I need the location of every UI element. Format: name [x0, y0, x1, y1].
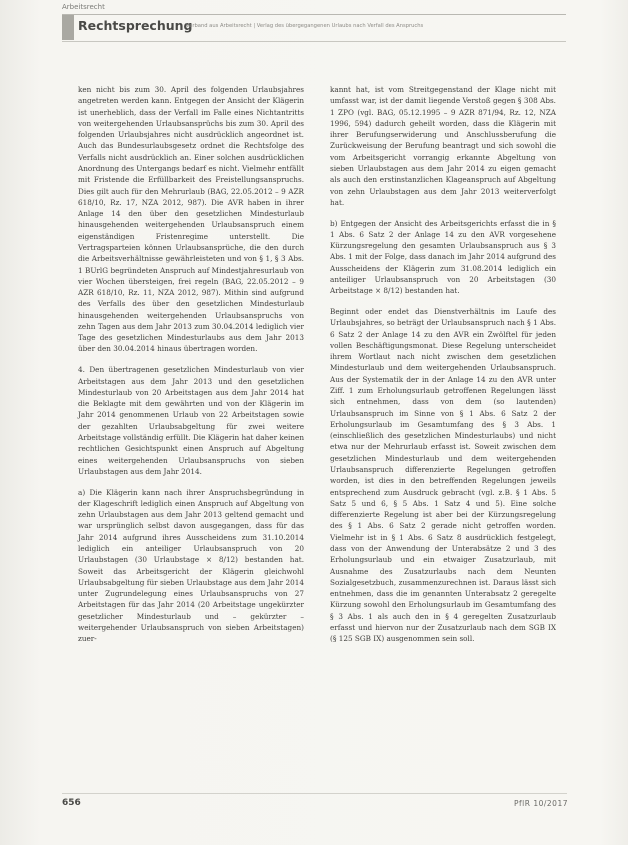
text-column-left	[78, 84, 304, 654]
text-column-right	[330, 84, 556, 654]
paragraph: kannt hat, ist vom Streitgegenstand der Klage nicht mit umfasst war, ist der damit liegende Verstoß gegen § 308 Abs. 1 ZPO (vgl. BAG, 05.12.1995 – 9 AZR 871/94, Rz. 12, NZA 1996, 594) dadurch geheilt worden, dass die Klägerin mit ihrer Berufungserwiderung und Anschlussberufung die Zurückweisung der Berufung beantragt und sich sowohl die vom Arbeitsgericht vorrangig erkannte Abgeltung von sieben Urlaubstagen aus dem Jahr 2014 zu eigen gemacht als auch den erstinstanzlichen Klageanspruch auf Abgeltung von zehn Urlaubstagen aus dem Jahr 2013 weiterverfolgt hat.	[330, 85, 556, 207]
paragraph: ken nicht bis zum 30. April des folgenden Urlaubsjahres angetreten werden kann. Entgegen der Ansicht der Klägerin ist unerheblich, dass der Verfall im Falle eines Nichtantritts von weitergehenden Urlaubsansprüchs bis zum 30. April des folgenden Urlaubsjahres nicht ausdrücklich angeordnet ist. Auch das Bundesurlaubsgesetz ordnet die Rechtsfolge des Verfalls nicht ausdrücklich an. Einer solchen ausdrücklichen Anordnung des Untergangs bedarf es nicht. Vielmehr entfällt mit Fristende die Erfüllbarkeit des Freistellungsanspruchs. Dies gilt auch für den Mehrurlaub (BAG, 22.05.2012 – 9 AZR 618/10, Rz. 17, NZA 2012, 987). Die AVR haben in ihrer Anlage 14 den über den gesetzlichen Mindesturlaub hinausgehenden weitergehenden Urlaubsanspruch einem eigenständigen Fristenregime unterstellt. Die Vertragsparteien können Urlaubsansprüche, die den durch die Arbeitsverhältnisse gewährleisteten und von § 1, § 3 Abs. 1 BUrlG begründeten Anspruch auf Mindestjahresurlaub von vier Wochen übersteigen, frei regeln (BAG, 22.05.2012 – 9 AZR 618/10, Rz. 11, NZA 2012, 987). Mithin sind aufgrund des Verfalls des über den gesetzlichen Mindesturlaub hinausgehenden weitergehenden Urlaubsanspruchs von zehn Tagen aus dem Jahr 2013 zum 30.04.2014 lediglich vier Tage des gesetzlichen Mindesturlaubs aus dem Jahr 2013 über den 30.04.2014 hinaus übertragen worden.	[78, 85, 305, 354]
paragraph: 4. Den übertragenen gesetzlichen Mindesturlaub von vier Arbeitstagen aus dem Jahr 2013 und den gesetzlichen Mindesturlaub von 20 Arbeitstagen aus dem Jahr 2014 hat die Beklagte mit dem gewährten und von der Klägerin im Jahr 2014 genommenen Urlaub von 22 Arbeitstagen sowie der gezahlten Urlaubsabgeltung für zwei weitere Arbeitstage vollständig erfüllt. Die Klägerin hat daher keinen rechtlichen Gesichtspunkt einen Anspruch auf Abgeltung eines weitergehenden Urlaubsanspruchs von sieben Urlaubstagen aus dem Jahr 2014.	[78, 365, 304, 476]
paragraph: b) Entgegen der Ansicht des Arbeitsgerichts erfasst die in § 1 Abs. 6 Satz 2 der Anlage 14 zu den AVR vorgesehene Kürzungsregelung den gesamten Urlaubsanspruch aus § 3 Abs. 1 mit der Folge, dass danach im Jahr 2014 aufgrund des Ausscheidens der Klägerin zum 31.08.2014 lediglich ein anteiliger Urlaubsanspruch von 20 Arbeitstagen (30 Arbeitstage × 8/12) bestanden hat.	[330, 218, 556, 296]
footer-rule	[62, 793, 567, 794]
header-title: Rechtsprechung	[78, 18, 193, 33]
page-number: 656	[62, 798, 81, 808]
paragraph: Beginnt oder endet das Dienstverhältnis im Laufe des Urlaubsjahres, so beträgt der Urlaubsanspruch nach § 1 Abs. 6 Satz 2 der Anlage 14 zu den AVR ein Zwölftel für jeden vollen Beschäftigungsmonat. Diese Regelung unterscheidet ihrem Wortlaut nach nicht zwischen dem gesetzlichen Mindesturlaub und dem weitergehenden Urlaubsanspruch. Aus der Systematik der in der Anlage 14 zu den AVR unter Ziff. 1 zum Erholungsurlaub getroffenen Regelungen lässt sich entnehmen, dass von dem (so lautenden) Urlaubsanspruch im Sinne von § 1 Abs. 6 Satz 2 der Erholungsurlaub im Gesamtumfang des § 3 Abs. 1 (einschließlich des gesetzlichen Mindesturlaubs) und nicht etwa nur der Mehrurlaub erfasst ist. Soweit zwischen dem gesetzlichen Mindesturlaub und dem weitergehenden Urlaubsanspruch differenzierte Regelungen getroffen worden, ist dies in den betreffenden Regelungen jeweils entsprechend zum Ausdruck gebracht (vgl. z.B. § 1 Abs. 5 Satz 5 und 6, § 5 Abs. 1 Satz 4 und 5). Eine solche differenzierte Regelung ist aber bei der Kürzungsregelung des § 1 Abs. 6 Satz 2 gerade nicht getroffen worden. Vielmehr ist in § 1 Abs. 6 Satz 8 ausdrücklich festgelegt, dass von der Anwendung der Unterabsätze 2 und 3 des Erholungsurlaub und ein etwaiger Zusatzurlaub, mit Ausnahme des Zusatzurlaubs nach dem Neunten Sozialgesetzbuch, zusammenzurechnen ist. Daraus lässt sich entnehmen, dass die im genannten Unterabsatz 2 geregelte Kürzung sowohl den Erholungsurlaub im Gesamtumfang des § 3 Abs. 1 als auch den in § 4 geregelten Zusatzurlaub erfasst und hiervon nur der Zusatzurlaub nach dem SGB IX (§ 125 SGB IX) ausgenommen sein soll.	[330, 307, 556, 644]
header-accent-block	[62, 15, 74, 40]
journal-citation: PflR 10/2017	[514, 799, 568, 808]
paragraph: a) Die Klägerin kann nach ihrer Anspruchsbegründung in der Klageschrift lediglich einen Anspruch auf Abgeltung von zehn Urlaubstagen aus dem Jahr 2013 geltend gemacht und war ursprünglich selbst davon ausgegangen, dass für das Jahr 2014 aufgrund ihres Ausscheidens zum 31.10.2014 lediglich ein anteiliger Urlaubsanspruch von 20 Urlaubstagen (30 Urlaubstage × 8/12) bestanden hat. Soweit das Arbeitsgericht der Klägerin gleichwohl Urlaubsabgeltung für sieben Urlaubstage aus dem Jahr 2014 unter Zugrundelegung eines Urlaubsanspruchs von 27 Arbeitstagen für das Jahr 2014 (20 Arbeitstage ungekürzter gesetzlicher Mindesturlaub und – gekürzter – weitergehender Urlaubsanspruch von sieben Arbeitstagen) zuer-	[78, 487, 304, 644]
header-subtitle: Verband aus Arbeitsrecht | Verlag des übergegangenen Urlaubs nach Verfall des Anspruchs	[186, 23, 424, 29]
section-label: Arbeitsrecht	[62, 3, 105, 11]
